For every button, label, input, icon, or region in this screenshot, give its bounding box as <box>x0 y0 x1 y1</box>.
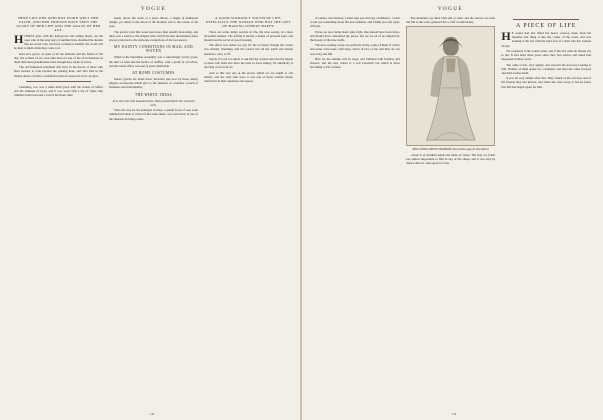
figure-caption: MISS LOWELL REEVES HAMMOND (See another page for description) <box>412 147 489 151</box>
column-caps: A GOOD-WOMANLY TOUCH OF LIFE, ESPECIALLY THE WOMAN WHO HAS THE GIFT OF MAKING OTHERS HAPPY. <box>206 16 291 29</box>
story-title: A PIECE OF LIFE <box>515 23 577 29</box>
portrait-illustration <box>406 26 496 146</box>
section-heading: MY DAINTY CONDITIONS IN MAIL AND WOVEN <box>114 45 193 54</box>
paragraph: Real love grows, in spite of all the fashions and the follies of the day; the women of our own time have no less of the old tenderness in them than their grandmothers had, though they speak of it less. <box>14 51 103 64</box>
paragraph: E sound had just lifted his heavy overtop mask from his shoulder and flung it into the corner of the room, and was looking at the fire with the tired face of a man who has worked all day. <box>501 31 592 48</box>
right-col-1 <box>310 16 400 414</box>
divider <box>26 81 91 82</box>
verse: If on the trail with mounted sails, When proud before the wind she calls. <box>112 98 195 107</box>
paragraph: There are some dainty touches in life, the wise seeing, in a most incredible manner. The feeling is merely a matter of personal taste, and therein lies the secret of good dressing. <box>204 29 293 42</box>
paragraph: Surely it is not too much to ask that the woman who has the means to dress well shall also have the taste to dress simply, for simplicity is the final word in all art. <box>204 56 293 70</box>
paragraph: Indoor gowns are made more attractive just now by those dainty lingerie accessories which give to the simplest of costumes a touch of freshness and individuality. <box>109 77 198 90</box>
paragraph: The effect was rather too gay for the occasion, though the colour was entirely charming, and the wearer had all the youth and beauty needed to carry it off. <box>204 43 293 56</box>
paragraph: He wondered if she would come, and if she did, what he should say to her. It had been three years since they had parted, and much had happened in those years. <box>501 48 592 62</box>
drop-cap: H <box>14 31 24 46</box>
left-col-3 <box>204 16 293 414</box>
paragraph: She came at last, very quietly, and stood in the doorway looking at him. Neither of them spoke for a moment, and then she came forward and held out her hand. <box>501 62 592 75</box>
paragraph: colour is of medium depth and made of violet. The lady we found was almost impossible to find in any of the shops, and it was only by chance that we came upon it at last. <box>405 152 496 166</box>
paragraph: The new evening wraps are perfectly lovely, some of them of velvet and some of brocade, with deep collars of lace or fur, and they are cut very long and full. <box>310 43 400 56</box>
left-page <box>0 0 301 420</box>
section-heading: AT HOME COSTUMES <box>132 70 175 75</box>
page-number: 18 <box>150 412 155 416</box>
left-col-1 <box>14 16 103 414</box>
portrait-figure-icon <box>407 27 495 145</box>
right-col-3 <box>501 16 591 414</box>
paragraph: Hats for the autumn will be large, and trimmed with feathers and flowers, and the new colour is a soft brownish red which is most becoming to fair women. <box>310 56 400 70</box>
divider <box>513 19 579 20</box>
paragraph: And so this was one of the gowns which we are taught to call artistic, and the lady who wore it was one of those women whose charm lies in their quietness and repose. <box>204 70 293 83</box>
paragraph: The old-fashioned sentiment still lives in the hearts of those who have learned to look beyond the passing hour, and who find in the simple duties of home a satisfaction that no season in town can give. <box>14 65 103 78</box>
paragraph: Charming, too, was a white mull gown with the widest of ruffles and the daintiest of laces, and it was worn with a hat of white chip trimmed with roses and a veil of the finest tulle. <box>14 84 103 98</box>
paragraph: of silence and married, I shall take you into my confidence. I want to tell you something about the new fashions, and I think you will agree with me. <box>310 16 400 29</box>
paragraph: Prices are now being made quite right. One should have been wiser, and should have considered the prices, but we are all of us tempted by the beauty of the new stuffs. <box>310 29 400 42</box>
right-columns <box>310 16 591 414</box>
paragraph: nearly above the waist of a spare ribbon, a tangle of deliberate design, yet suited to the mood of the moment and to the colour of the eyes. <box>109 16 198 29</box>
drop-cap: H <box>501 29 511 44</box>
page-header: VOGUE <box>141 7 166 12</box>
right-col-2 <box>406 16 496 414</box>
paragraph: It was all very simple after that. They talked of the old days and of the friends they had known, and when she went away at last he knew that life had begun again for him. <box>501 76 592 89</box>
section-heading: THE WHITE TRESS <box>134 92 172 97</box>
intro-caps: HERE LIES ONE WHO HAS WORN WELL HER FAITH, AND HER FRIENDS HAVE SEEN THE GLORY OF HER LIFE AND THE GRACE OF HER AGE. <box>16 16 101 33</box>
paragraph: The shoulders are lined with silk or satin, and the sleeves are wide and full at the wrist, gathered into a cuff of embroidery. <box>405 16 496 25</box>
right-page <box>302 0 603 420</box>
paragraph: When at the December Assembly was a surprisingly lovely gown, the skirt of satin and the bodice of chiffon, with a girdle of old silver, and the whole effect was one of great distinction. <box>109 55 198 68</box>
page-header: VOGUE <box>438 7 463 12</box>
left-col-2 <box>109 16 198 414</box>
paragraph: That soft rose for the principal of these, a quaint frock of rose voile trimmed in bands of velvet of the same shade, was seen lately in one of the smartest drawing rooms. <box>109 108 198 121</box>
paragraph: ONEST girls, with the half-grown and aching hearts, are the ones who in the long days of summer have dreamed the dreams that are never told, and have wondered whether the world will be kind to them when they come to it. <box>14 33 103 51</box>
paragraph: The gowns worn this week were more than usually interesting, and there was a return to the simpler lines which the best dressmakers have always preferred to the elaborate confections of the last season. <box>109 29 198 42</box>
page-number: 19 <box>452 412 457 416</box>
left-columns <box>14 16 293 414</box>
